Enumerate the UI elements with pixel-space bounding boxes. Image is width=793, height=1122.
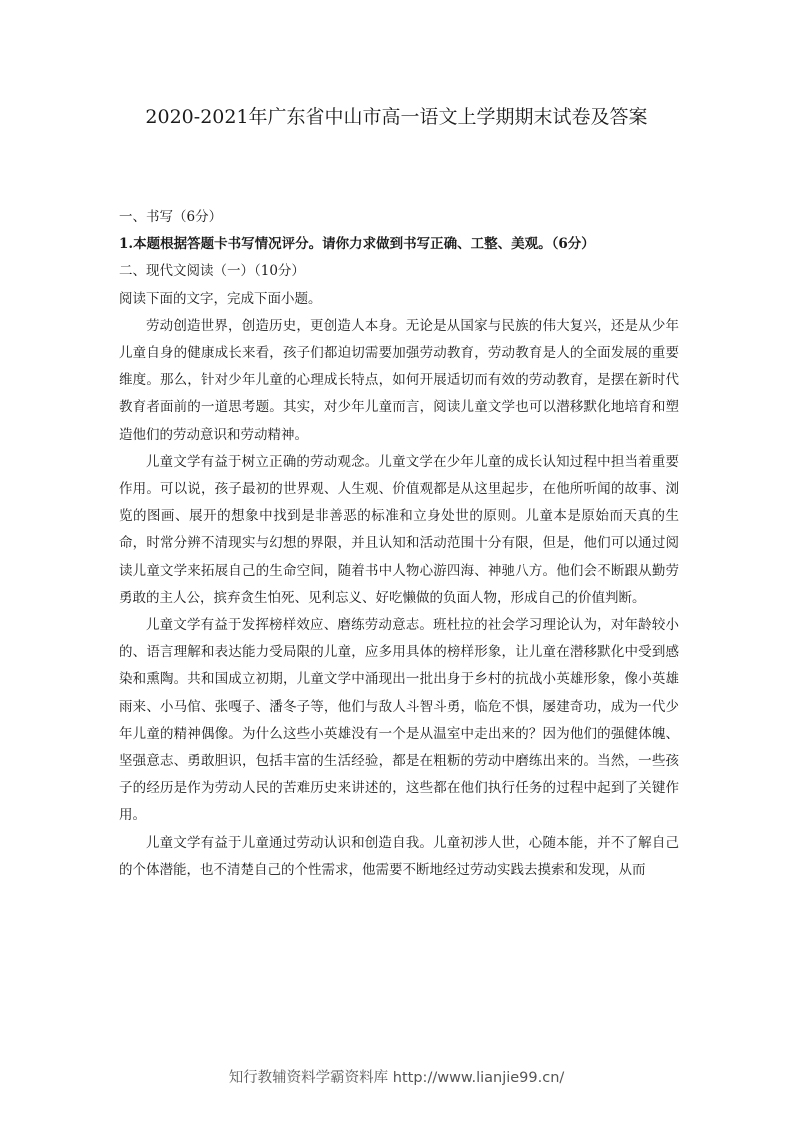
document-title: 2020-2021年广东省中山市高一语文上学期期末试卷及答案 bbox=[145, 106, 648, 128]
section-heading-writing: 一、书写（6分） bbox=[119, 209, 223, 225]
passage-paragraph-3: 儿童文学有益于发挥榜样效应、磨练劳动意志。班杜拉的社会学习理论认为，对年龄较小的、语言理解和表达能力受局限的儿童，应多用具体的榜样形象，让儿童在潜移默化中受到感染和熏陶。共和国成立初期，儿童文学中涌现出一批出身于乡村的抗战小英雄形象，像小英雄雨来、小马倌、张嘎子、潘冬子等，他们与敌人斗智斗勇，临危不惧，屡建奇功，成为一代少年儿童的精神偶像。为什么这些小英雄没有一个是从温室中走出来的？因为他们的强健体魄、坚强意志、勇敢胆识，包括丰富的生活经验，都是在粗粝的劳动中磨练出来的。当然，一些孩子的经历是作为劳动人民的苦难历史来讲述的，这些都在他们执行任务的过程中起到了关键作用。 bbox=[119, 617, 679, 824]
passage-paragraph-4: 儿童文学有益于儿童通过劳动认识和创造自我。儿童初涉人世，心随本能，并不了解自己的个体潜能，也不清楚自己的个性需求，他需要不断地经过劳动实践去摸索和发现，从而 bbox=[119, 834, 679, 878]
passage-paragraph-1: 劳动创造世界，创造历史，更创造人本身。无论是从国家与民族的伟大复兴，还是从少年儿童自身的健康成长来看，孩子们都迫切需要加强劳动教育，劳动教育是人的全面发展的重要维度。那么，针对少年儿童的心理成长特点，如何开展适切而有效的劳动教育，是摆在新时代教育者面前的一道思考题。其实，对少年儿童而言，阅读儿童文学也可以潜移默化地培育和塑造他们的劳动意识和劳动精神。 bbox=[119, 317, 679, 443]
section-heading-reading: 二、现代文阅读（一）（10分） bbox=[119, 263, 305, 280]
footer-watermark: 知行教辅资料学霸资料库 http://www.lianjie99.cn/ bbox=[228, 1070, 565, 1086]
passage-paragraph-2: 儿童文学有益于树立正确的劳动观念。儿童文学在少年儿童的成长认知过程中担当着重要作用。可以说，孩子最初的世界观、人生观、价值观都是从这里起步，在他所听闻的故事、浏览的图画、展开的想象中找到是非善恶的标准和立身处世的原则。儿童本是原始而天真的生命，时常分辨不清现实与幻想的界限，并且认知和活动范围十分有限，但是，他们可以通过阅读儿童文学来拓展自己的生命空间，随着书中人物心游四海、神驰八方。他们会不断跟从勤劳勇敢的主人公，摈弃贪生怕死、见利忘义、好吃懒做的负面人物，形成自己的价值判断。 bbox=[119, 453, 679, 606]
document-body bbox=[119, 204, 679, 884]
reading-instruction: 阅读下面的文字，完成下面小题。 bbox=[119, 290, 322, 307]
question-1-text: 1.本题根据答题卡书写情况评分。请你力求做到书写正确、工整、美观。（6分） bbox=[119, 236, 595, 253]
